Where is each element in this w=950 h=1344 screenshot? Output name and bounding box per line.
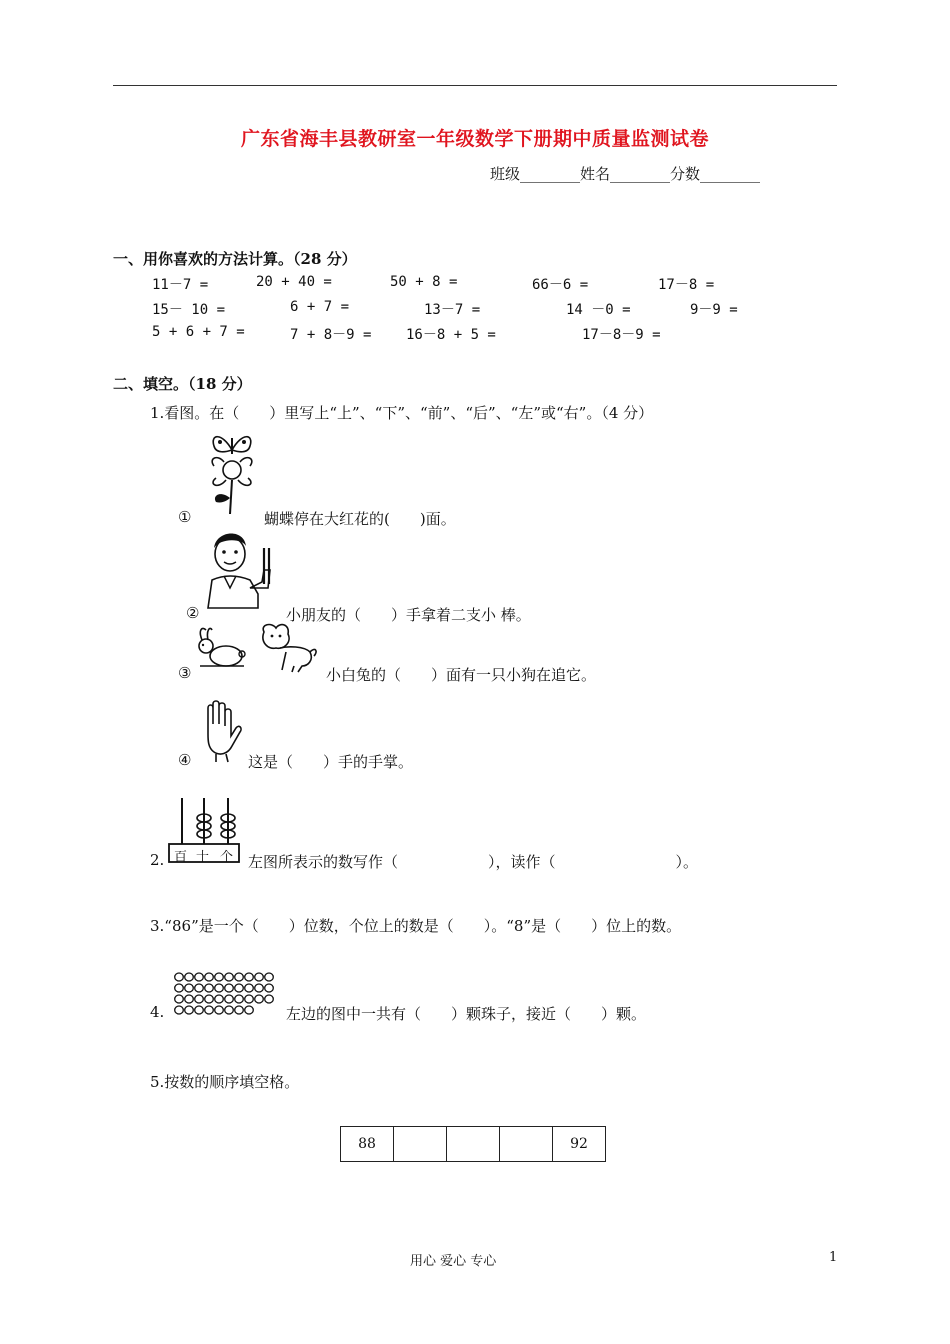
student-info-line: 班级________姓名________分数________ <box>490 165 761 183</box>
bead <box>175 984 184 992</box>
header-rule <box>113 85 837 86</box>
calc-1: 11－7 = <box>152 277 209 293</box>
hand-palm-image <box>202 700 244 762</box>
q2-text: 左图所表示的数写作（ ），读作（ ）。 <box>248 853 699 871</box>
q1-item4-num: ④ <box>178 751 192 769</box>
bead <box>225 1006 234 1014</box>
q1-item2-text: 小朋友的（ ）手拿着二支小 棒。 <box>286 606 531 624</box>
sequence-cell[interactable] <box>500 1127 553 1162</box>
calc-3: 50 + 8 = <box>390 274 458 290</box>
bead <box>185 984 194 992</box>
calc-6: 15－ 10 = <box>152 302 226 318</box>
calc-8: 13－7 = <box>424 302 481 318</box>
bead <box>215 1006 224 1014</box>
bead <box>185 973 194 981</box>
calc-11: 5 + 6 + 7 = <box>152 324 245 340</box>
calc-14: 17－8－9 = <box>582 327 661 343</box>
calc-5: 17－8 = <box>658 277 715 293</box>
bead <box>255 973 264 981</box>
bead <box>265 973 274 981</box>
bead <box>235 984 244 992</box>
bead <box>185 995 194 1003</box>
bead <box>215 973 224 981</box>
bead <box>235 1006 244 1014</box>
calc-9: 14 －0 = <box>566 302 631 318</box>
abacus-label-hundreds: 百 <box>174 850 188 865</box>
calc-4: 66－6 = <box>532 277 589 293</box>
bead <box>255 984 264 992</box>
sequence-cell[interactable] <box>447 1127 500 1162</box>
q1-item1-num: ① <box>178 508 192 526</box>
bead <box>215 984 224 992</box>
q1-item3-num: ③ <box>178 664 192 682</box>
bead <box>255 995 264 1003</box>
bead <box>195 995 204 1003</box>
calc-2: 20 + 40 = <box>256 274 332 290</box>
q4-text: 左边的图中一共有（ ）颗珠子，接近（ ）颗。 <box>286 1005 647 1023</box>
bead <box>175 1006 184 1014</box>
rabbit-image <box>192 626 248 672</box>
sequence-cell[interactable] <box>394 1127 447 1162</box>
bead <box>265 984 274 992</box>
page-number: 1 <box>829 1250 838 1265</box>
bead <box>235 995 244 1003</box>
section2-heading: 二、填空。（18 分） <box>113 375 252 393</box>
bead <box>205 973 214 981</box>
bead <box>245 984 254 992</box>
q4-num: 4. <box>150 1003 165 1021</box>
bead <box>225 973 234 981</box>
child-with-sticks-image <box>206 528 278 610</box>
bead <box>205 984 214 992</box>
butterfly-flower-image <box>204 428 260 518</box>
q3-text: 3.“86”是一个（ ）位数，个位上的数是（ ）。“8”是（ ）位上的数。 <box>150 917 682 935</box>
bead <box>205 995 214 1003</box>
bead <box>205 1006 214 1014</box>
sequence-cell: 92 <box>553 1127 606 1162</box>
q1-item1-text: 蝴蝶停在大红花的( )面。 <box>264 510 456 528</box>
calc-7: 6 + 7 = <box>290 299 350 315</box>
bead <box>175 973 184 981</box>
bead <box>195 1006 204 1014</box>
bead <box>245 995 254 1003</box>
abacus-label-ones: 个 <box>220 850 234 865</box>
bead <box>245 973 254 981</box>
bead <box>245 1006 254 1014</box>
dog-image <box>258 622 320 674</box>
section1-heading: 一、用你喜欢的方法计算。（28 分） <box>113 250 357 268</box>
calc-13: 16－8 + 5 = <box>406 327 496 343</box>
footer-motto: 用心 爱心 专心 <box>410 1254 497 1269</box>
q5-text: 5.按数的顺序填空格。 <box>150 1073 300 1091</box>
q2-num: 2. <box>150 851 165 869</box>
bead <box>225 995 234 1003</box>
bead <box>265 995 274 1003</box>
q1-intro: 1.看图。在（ ）里写上“上”、“下”、“前”、“后”、“左”或“右”。（4 分） <box>150 404 654 422</box>
sequence-cell: 88 <box>341 1127 394 1162</box>
bead <box>175 995 184 1003</box>
abacus-label-tens: 十 <box>196 850 210 865</box>
bead <box>215 995 224 1003</box>
bead <box>185 1006 194 1014</box>
page-title: 广东省海丰县教研室一年级数学下册期中质量监测试卷 <box>240 128 709 150</box>
beads-image <box>174 972 280 1018</box>
sequence-table <box>340 1126 606 1162</box>
calc-12: 7 + 8－9 = <box>290 327 372 343</box>
q1-item4-text: 这是（ ）手的手掌。 <box>248 753 414 771</box>
bead <box>225 984 234 992</box>
q1-item3-text: 小白兔的（ ）面有一只小狗在追它。 <box>326 666 597 684</box>
bead <box>195 973 204 981</box>
bead <box>235 973 244 981</box>
calc-10: 9－9 = <box>690 302 738 318</box>
q1-item2-num: ② <box>186 604 200 622</box>
bead <box>195 984 204 992</box>
